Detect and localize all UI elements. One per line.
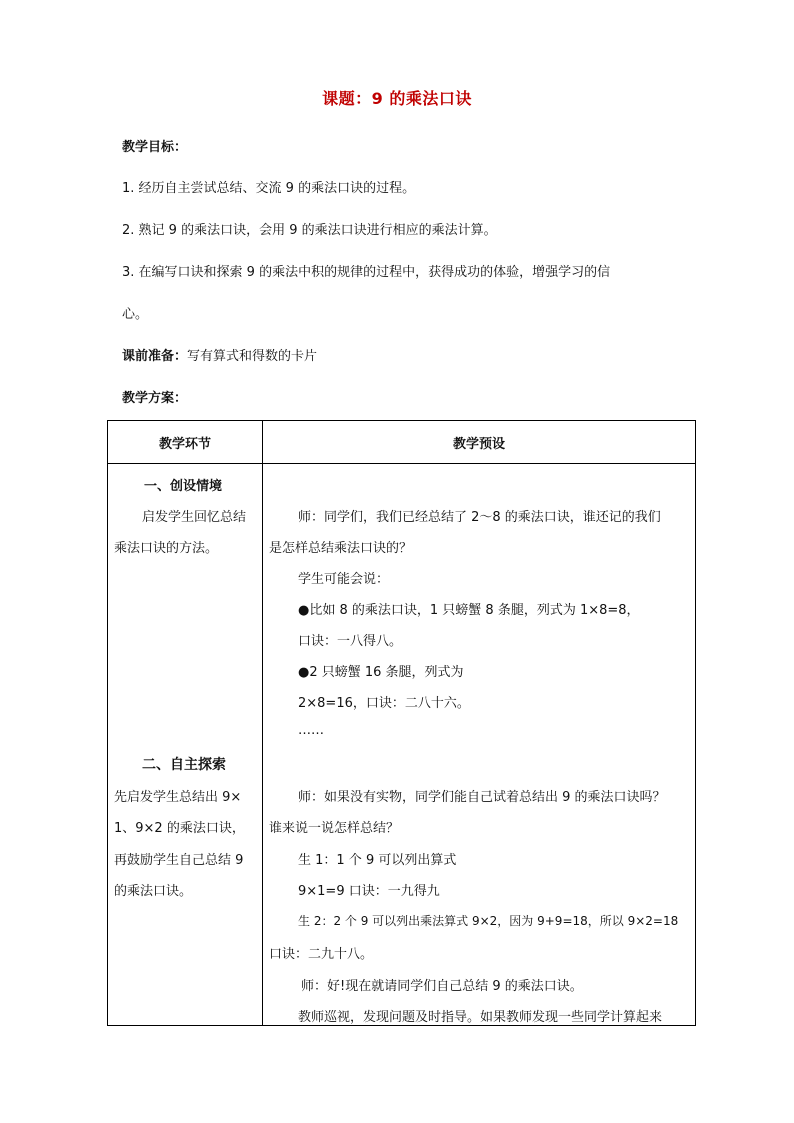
stage-text: 再鼓励学生自己总结 9 xyxy=(114,853,244,868)
preset-line: 生 2：2 个 9 可以列出乘法算式 9×2，因为 9+9=18，所以 9×2=18 xyxy=(298,914,679,928)
header-stage: 教学环节 xyxy=(108,421,263,464)
stage-text: 乘法口诀的方法。 xyxy=(114,541,219,556)
stage-column xyxy=(108,464,263,1026)
preset-line: 口诀：二九十八。 xyxy=(269,947,374,962)
section-heading: 二、自主探索 xyxy=(142,757,226,773)
lesson-plan-table xyxy=(107,420,696,1026)
objective-item: 心。 xyxy=(122,307,149,322)
preset-line: 2×8=16，口诀：二八十六。 xyxy=(298,696,470,711)
prep-line xyxy=(122,345,317,364)
plan-heading: 教学方案： xyxy=(122,391,188,406)
objectives-heading: 教学目标： xyxy=(122,140,188,155)
lesson-title: 课题：9 的乘法口诀 xyxy=(322,89,472,108)
header-preset: 教学预设 xyxy=(263,421,696,464)
preset-line: 口诀：一八得八。 xyxy=(298,634,403,649)
stage-text: 的乘法口诀。 xyxy=(114,884,193,899)
preset-line: 是怎样总结乘法口诀的？ xyxy=(269,541,413,556)
objective-item: 1. 经历自主尝试总结、交流 9 的乘法口诀的过程。 xyxy=(122,181,416,196)
preset-line: 9×1=9 口诀：一九得九 xyxy=(298,884,440,899)
stage-text: 启发学生回忆总结 xyxy=(142,510,247,525)
preset-line: 生 1：1 个 9 可以列出算式 xyxy=(298,853,457,868)
objective-item: 2. 熟记 9 的乘法口诀，会用 9 的乘法口诀进行相应的乘法计算。 xyxy=(122,223,497,238)
preset-line: ●比如 8 的乘法口诀，1 只螃蟹 8 条腿，列式为 1×8=8， xyxy=(298,603,640,618)
preset-column xyxy=(263,464,696,1026)
preset-line: 师：如果没有实物，同学们能自己试着总结出 9 的乘法口诀吗？ xyxy=(298,790,666,805)
stage-text: 先启发学生总结出 9× xyxy=(114,790,242,805)
section-heading: 一、创设情境 xyxy=(144,479,223,494)
preset-line: ●2 只螃蟹 16 条腿，列式为 xyxy=(298,665,464,680)
preset-line: 师：好!现在就请同学们自己总结 9 的乘法口诀。 xyxy=(301,979,583,994)
prep-label: 课前准备： xyxy=(122,349,188,364)
preset-line: …… xyxy=(298,723,324,738)
preset-line: 教师巡视，发现问题及时指导。如果教师发现一些同学计算起来 xyxy=(298,1010,663,1025)
stage-text: 1、9×2 的乘法口诀， xyxy=(114,821,245,836)
objective-item: 3. 在编写口诀和探索 9 的乘法中积的规律的过程中，获得成功的体验，增强学习的信 xyxy=(122,265,611,280)
preset-line: 师：同学们，我们已经总结了 2～8 的乘法口诀，谁还记的我们 xyxy=(298,510,661,525)
prep-text: 写有算式和得数的卡片 xyxy=(187,349,318,364)
preset-line: 学生可能会说： xyxy=(298,572,390,587)
preset-line: 谁来说一说怎样总结？ xyxy=(269,821,400,836)
